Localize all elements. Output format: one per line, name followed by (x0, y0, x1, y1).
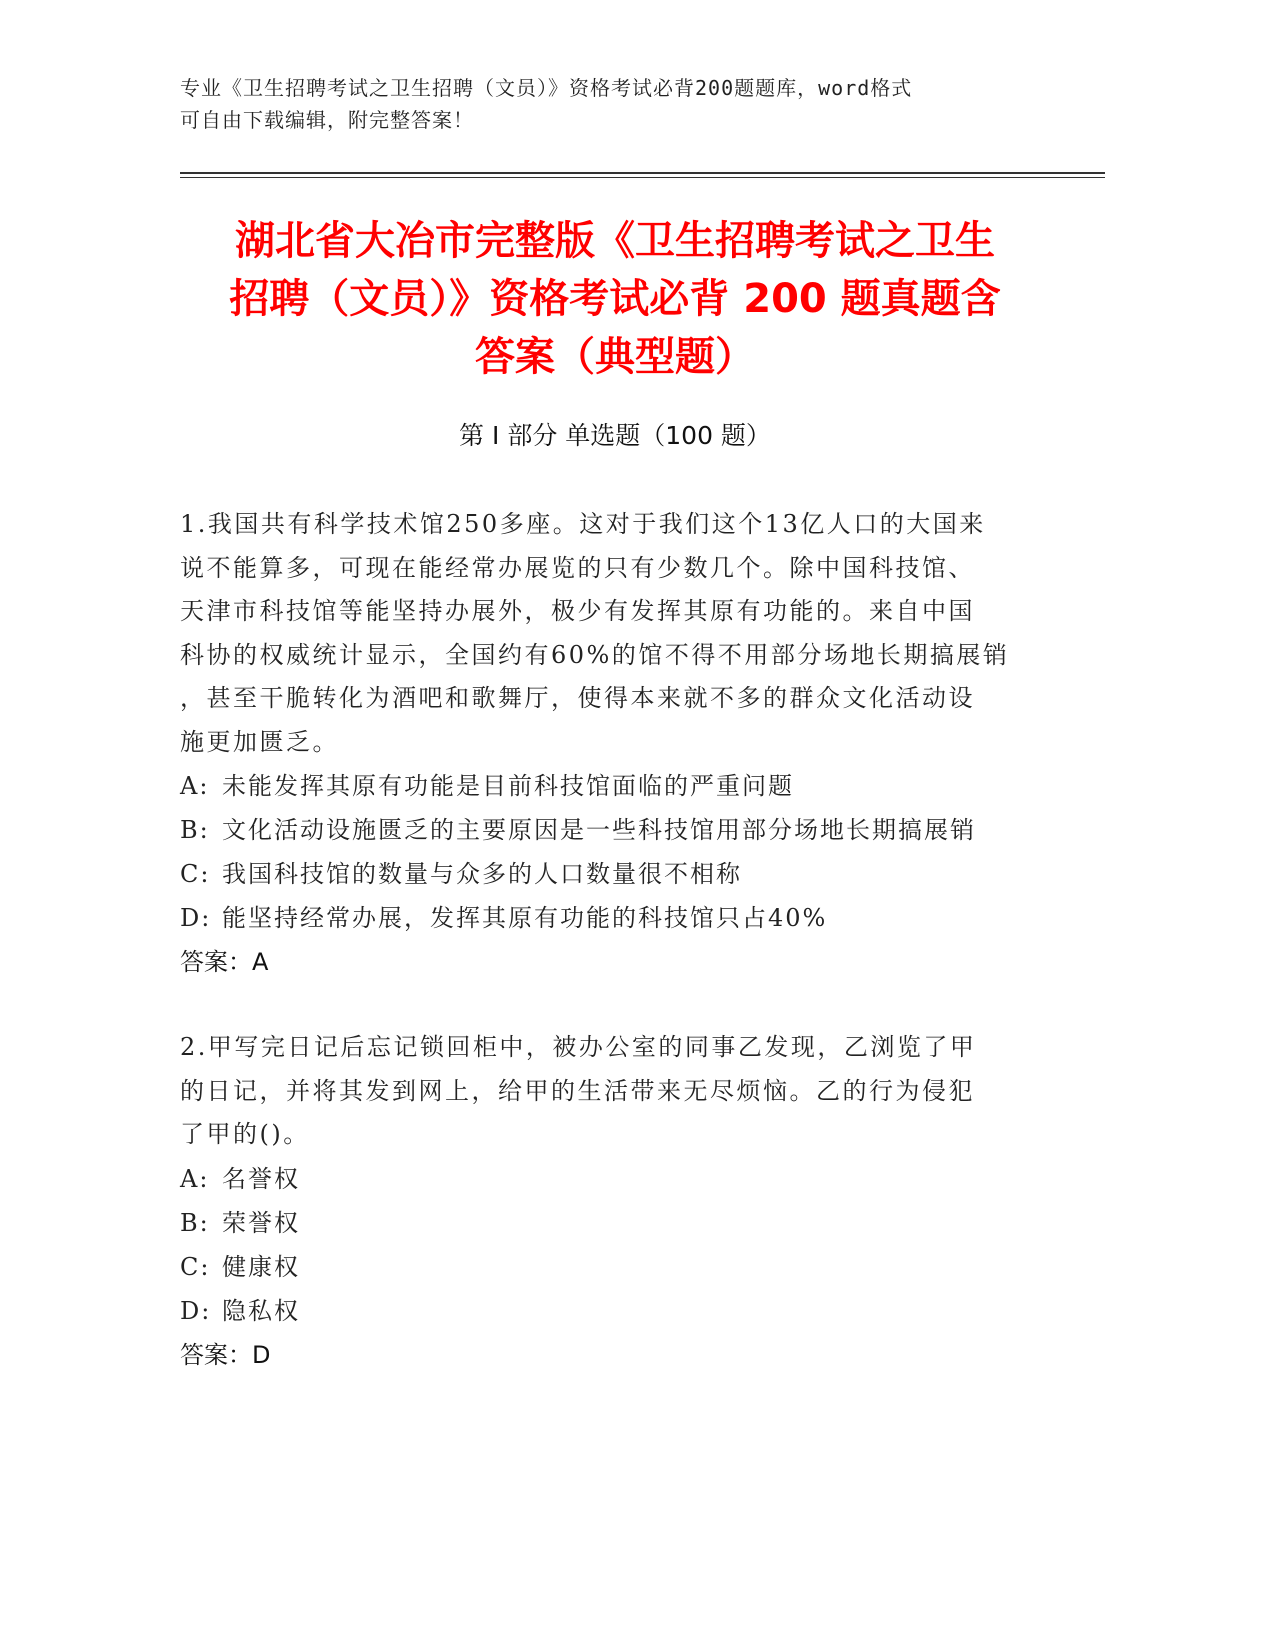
option-text: 文化活动设施匮乏的主要原因是一些科技馆用部分场地长期搞展销 (222, 816, 976, 844)
question-stem-line: 天津市科技馆等能坚持办展外，极少有发挥其原有功能的。来自中国 (180, 597, 975, 625)
answer: 答案：A (180, 948, 269, 976)
question-stem-line: 1.我国共有科学技术馆250多座。这对于我们这个13亿人口的大国来 (180, 510, 986, 538)
title-line: 湖北省大冶市完整版《卫生招聘考试之卫生 (235, 218, 995, 264)
option-key: B: (180, 816, 210, 844)
option-text: 能坚持经常办展，发挥其原有功能的科技馆只占40% (222, 904, 828, 932)
title-line: 招聘（文员）》资格考试必背 200 题真题含 (229, 276, 1001, 322)
option-a (180, 764, 1050, 808)
title-line: 答案（典型题） (475, 334, 755, 380)
header-note (180, 72, 1040, 136)
option-b (180, 808, 1050, 852)
option-text: 我国科技馆的数量与众多的人口数量很不相称 (222, 860, 742, 888)
question-stem-line: 科协的权威统计显示，全国约有60%的馆不得不用部分场地长期搞展销 (180, 640, 1010, 669)
option-text: 名誉权 (222, 1164, 300, 1193)
option-key: A: (180, 772, 210, 800)
option-key: A: (180, 1164, 210, 1193)
header-note-line: 专业《卫生招聘考试之卫生招聘（文员）》资格考试必背200题题库，word格式 (180, 76, 913, 100)
question-stem-line: 说不能算多，可现在能经常办展览的只有少数几个。除中国科技馆、 (180, 553, 975, 582)
question-stem-line: 的日记，并将其发到网上，给甲的生活带来无尽烦恼。乙的行为侵犯 (180, 1076, 975, 1105)
option-c (180, 1245, 1050, 1289)
question-2 (180, 1026, 1050, 1377)
option-text: 未能发挥其原有功能是目前科技馆面临的严重问题 (222, 772, 794, 800)
option-key: C: (180, 860, 211, 888)
option-a (180, 1157, 1050, 1201)
question-stem-line: ，甚至干脆转化为酒吧和歌舞厅，使得本来就不多的群众文化活动设 (180, 684, 975, 712)
header-divider-thin (180, 177, 1105, 178)
answer: 答案：D (180, 1340, 271, 1369)
option-text: 隐私权 (222, 1296, 300, 1325)
document-title (180, 212, 1050, 386)
option-d (180, 1289, 1050, 1333)
question-stem-line: 了甲的()。 (180, 1120, 310, 1148)
question-stem (180, 1026, 1050, 1157)
question-stem-line: 2.甲写完日记后忘记锁回柜中，被办公室的同事乙发现，乙浏览了甲 (180, 1033, 977, 1061)
option-d (180, 896, 1050, 940)
option-key: B: (180, 1208, 210, 1237)
header-note-line: 可自由下载编辑，附完整答案！ (180, 108, 474, 132)
option-c (180, 852, 1050, 896)
option-key: D: (180, 904, 212, 932)
option-key: D: (180, 1296, 212, 1325)
question-1 (180, 503, 1050, 984)
question-stem (180, 503, 1050, 764)
header-divider (180, 172, 1105, 174)
question-stem-line: 施更加匮乏。 (180, 727, 339, 756)
option-text: 健康权 (222, 1252, 300, 1281)
section-heading: 第 I 部分 单选题（100 题） (459, 421, 771, 450)
option-text: 荣誉权 (222, 1208, 300, 1237)
option-b (180, 1201, 1050, 1245)
option-key: C: (180, 1252, 211, 1281)
